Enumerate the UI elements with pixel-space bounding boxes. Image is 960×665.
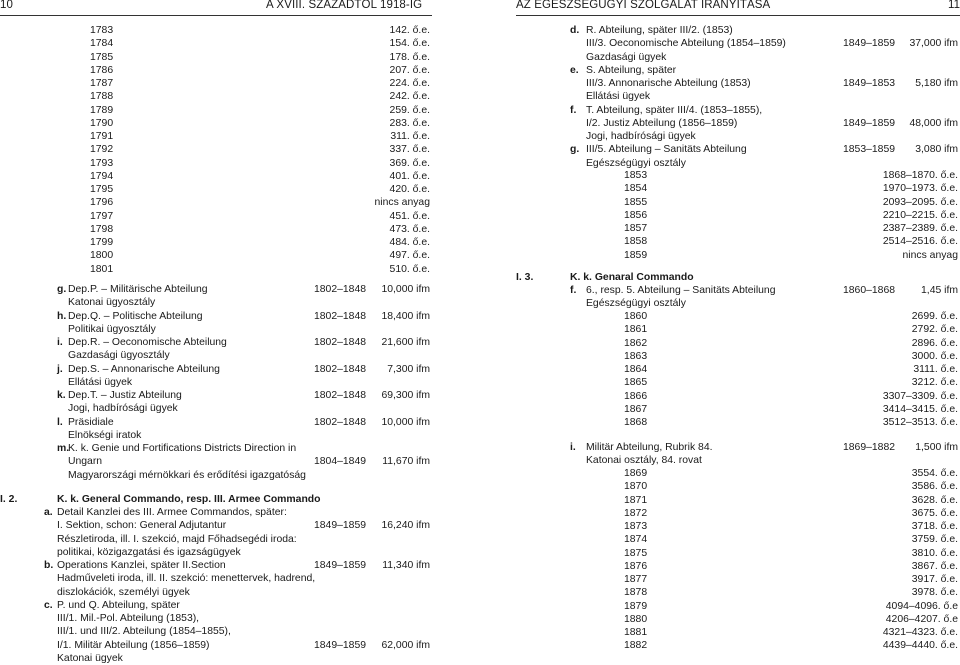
left-section-title: K. k. General Commando, resp. III. Armee Commando — [57, 494, 321, 505]
left-list-value: 451. ő.e. — [389, 210, 430, 222]
right-list-3-value: 4321–4323. ő.e. — [882, 627, 958, 638]
right-list-3-value: 3586. ő.e. — [911, 481, 958, 493]
right-entry-years: 1849–1853 — [843, 78, 896, 89]
right-entry-text: S. Abteilung, später — [586, 64, 677, 76]
right-entry-i-text: Militär Abteilung, Rubrik 84. — [586, 442, 713, 453]
left-list-value: 207. ő.e. — [389, 64, 430, 76]
right-list-1-year: 1853 — [624, 170, 648, 181]
left-list-year: 1795 — [90, 184, 114, 195]
right-list-2-year: 1861 — [624, 324, 648, 336]
left-entry-extent: 69,300 ifm — [381, 390, 430, 401]
right-list-2-year: 1868 — [624, 417, 648, 428]
right-list-3-value: 4439–4440. ő.e. — [882, 640, 958, 652]
left-list-value: nincs anyag — [374, 197, 430, 209]
left-entry-2-extent: 62,000 ifm — [381, 639, 430, 651]
left-entry-text: Elnökségi iratok — [68, 429, 142, 441]
left-entry-text: Gazdasági ügyosztály — [68, 350, 170, 362]
right-list-2-value: 3307–3309. ő.e. — [882, 390, 958, 402]
left-entry-extent: 18,400 ifm — [381, 310, 430, 322]
right-running-title: AZ EGÉSZSÉGÜGYI SZOLGÁLAT IRÁNYÍTÁSA — [516, 0, 771, 11]
left-entry-2-text: I. Sektion, schon: General Adjutantur — [57, 520, 227, 532]
right-list-3-year: 1871 — [624, 494, 648, 506]
left-list-value: 369. ő.e. — [389, 157, 430, 169]
right-list-2-year: 1863 — [624, 350, 648, 362]
right-list-1-value: 2210–2215. ő.e. — [882, 209, 958, 221]
right-list-3-year: 1874 — [624, 534, 648, 546]
left-entry-text: Magyarországi mérnökkari és erődítési igazgatóság — [68, 469, 306, 481]
left-list-year: 1799 — [90, 237, 114, 248]
left-entry-years: 1802–1848 — [314, 337, 367, 348]
left-entry-marker: j. — [57, 363, 63, 375]
left-list-value: 311. ő.e. — [390, 131, 430, 142]
left-entry-text: Dep.R. – Oeconomische Abteilung — [68, 337, 227, 348]
right-list-3-value: 3917. ő.e. — [911, 574, 958, 585]
right-entry-text: III/3. Annonarische Abteilung (1853) — [586, 78, 751, 89]
right-entry-marker: d. — [570, 25, 580, 36]
left-running-title: A XVIII. SZÁZADTÓL 1918-IG — [266, 0, 423, 11]
right-entry-text: Jogi, hadbírósági ügyek — [586, 131, 696, 142]
right-list-1-year: 1854 — [624, 183, 648, 195]
right-entry-extent: 37,000 ifm — [909, 38, 958, 50]
right-entry-text: I/2. Justiz Abteilung (1856–1859) — [586, 117, 738, 129]
right-list-1-year: 1855 — [624, 196, 648, 208]
right-list-3-value: 3675. ő.e. — [911, 507, 958, 519]
left-list-year: 1787 — [90, 78, 114, 89]
left-entry-marker: m. — [57, 443, 70, 454]
left-list-value: 337. ő.e. — [389, 144, 430, 156]
left-list-value: 259. ő.e. — [389, 104, 430, 116]
right-entry-years: 1849–1859 — [843, 117, 896, 129]
left-entry-extent: 21,600 ifm — [381, 337, 430, 348]
left-entry-2-years: 1849–1859 — [314, 639, 367, 651]
left-entry-2-extent: 16,240 ifm — [381, 520, 430, 532]
right-list-2-year: 1860 — [624, 311, 648, 322]
right-list-3-year: 1878 — [624, 587, 648, 599]
right-entry-f-marker: f. — [570, 285, 577, 296]
right-entry-i-text: Katonai osztály, 84. rovat — [586, 455, 702, 467]
left-entry-2-marker: a. — [44, 507, 53, 518]
right-list-3-value: 3810. ő.e. — [911, 547, 958, 559]
right-list-2-value: 3000. ő.e. — [911, 350, 958, 362]
left-entry-text: Dep.Q. – Politische Abteilung — [68, 310, 203, 322]
left-list-year: 1786 — [90, 64, 114, 76]
left-list-value: 484. ő.e. — [389, 237, 430, 248]
left-entry-2-marker: c. — [44, 599, 53, 611]
right-list-2-year: 1866 — [624, 390, 648, 402]
right-entry-text: Gazdasági ügyek — [586, 51, 667, 63]
left-entry-2-years: 1849–1859 — [314, 560, 367, 571]
left-entry-2-text: Katonai ügyek — [57, 652, 123, 664]
left-entry-2-text: politikai, közigazgatási és igazságügyek — [57, 546, 241, 558]
right-list-3-year: 1873 — [624, 521, 648, 532]
left-entry-extent: 10,000 ifm — [381, 416, 430, 428]
left-entry-marker: i. — [57, 337, 63, 348]
left-entry-text: Ellátási ügyek — [68, 376, 133, 388]
right-entry-i-years: 1869–1882 — [843, 442, 896, 453]
left-entry-marker: l. — [57, 416, 63, 428]
right-entry-f-years: 1860–1868 — [843, 285, 896, 296]
left-entry-text: Dep.S. – Annonarische Abteilung — [68, 363, 220, 375]
left-list-year: 1792 — [90, 144, 114, 156]
left-entry-marker: g. — [57, 284, 67, 295]
right-header-rule — [516, 15, 960, 16]
left-list-year: 1783 — [90, 25, 114, 36]
right-list-2-year: 1867 — [624, 403, 648, 415]
left-entry-text: K. k. Genie und Fortifications Districts Direction in — [68, 443, 297, 454]
right-entry-i-extent: 1,500 ifm — [915, 442, 958, 453]
right-list-2-value: 3512–3513. ő.e. — [882, 417, 958, 428]
left-list-value: 420. ő.e. — [389, 184, 430, 195]
right-entry-text: R. Abteilung, später III/2. (1853) — [586, 25, 733, 36]
right-entry-text: Egészségügyi osztály — [586, 157, 686, 169]
left-entry-2-marker: b. — [44, 560, 54, 571]
right-page-number: 11 — [948, 0, 960, 11]
left-entry-2-text: diszlokációk, személyi ügyek — [57, 586, 190, 598]
right-list-1-value: 1970–1973. ő.e. — [882, 183, 958, 195]
left-entry-marker: h. — [57, 310, 67, 322]
left-entry-text: Dep.T. – Justiz Abteilung — [68, 390, 182, 401]
right-entry-f-text: 6., resp. 5. Abteilung – Sanitäts Abteilung — [586, 285, 776, 296]
left-entry-2-extent: 11,340 ifm — [382, 560, 430, 571]
right-list-2-value: 2792. ő.e. — [911, 324, 958, 336]
right-list-1-year: 1858 — [624, 236, 648, 248]
left-page-number: 10 — [0, 0, 13, 11]
right-entry-i-marker: i. — [570, 442, 576, 453]
left-entry-2-text: Operations Kanzlei, später II.Section — [57, 560, 226, 571]
left-list-year: 1800 — [90, 250, 114, 262]
left-list-year: 1785 — [90, 51, 114, 63]
right-list-2-value: 3111. ő.e. — [913, 364, 958, 375]
left-entry-text: Ungarn — [68, 456, 103, 468]
right-list-2-value: 3212. ő.e. — [911, 377, 958, 389]
right-entry-text: III/5. Abteilung – Sanitäts Abteilung — [586, 144, 747, 156]
right-list-3-year: 1882 — [624, 640, 648, 652]
right-entry-extent: 3,080 ifm — [915, 144, 958, 156]
right-entry-marker: g. — [570, 144, 580, 156]
left-list-value: 401. ő.e. — [389, 170, 430, 182]
left-list-year: 1790 — [90, 117, 114, 129]
right-list-3-value: 4094–4096. ő.e — [885, 600, 958, 612]
left-list-year: 1789 — [90, 104, 114, 116]
right-list-1-value: nincs anyag — [902, 249, 958, 261]
right-list-1-year: 1856 — [624, 209, 648, 221]
left-entry-years: 1802–1848 — [314, 390, 367, 401]
right-list-3-value: 3867. ő.e. — [911, 560, 958, 572]
left-entry-2-text: Hadműveleti iroda, ill. II. szekció: menettervek, hadrend, — [57, 573, 316, 585]
right-list-3-year: 1872 — [624, 507, 648, 519]
right-list-1-value: 1868–1870. ő.e. — [882, 170, 958, 181]
right-entry-text: Ellátási ügyek — [586, 91, 651, 103]
right-list-1-value: 2093–2095. ő.e. — [882, 196, 958, 208]
right-list-3-year: 1875 — [624, 547, 648, 559]
right-entry-f-text: Egészségügyi osztály — [586, 298, 686, 310]
right-entry-f-extent: 1,45 ifm — [921, 285, 958, 296]
left-entry-text: Jogi, hadbírósági ügyek — [68, 403, 178, 415]
left-list-value: 178. ő.e. — [389, 51, 430, 63]
left-entry-2-text: Detail Kanzlei des III. Armee Commandos, später: — [57, 507, 287, 518]
right-list-3-value: 3554. ő.e. — [911, 468, 958, 479]
right-entry-text: T. Abteilung, später III/4. (1853–1855), — [586, 104, 763, 116]
left-list-year: 1797 — [90, 210, 114, 222]
right-list-2-value: 3414–3415. ő.e. — [882, 403, 958, 415]
right-entry-extent: 5,180 ifm — [915, 78, 958, 89]
right-list-1-value: 2387–2389. ő.e. — [882, 223, 958, 234]
right-list-3-value: 3718. ő.e. — [911, 521, 958, 532]
right-entry-text: III/3. Oeconomische Abteilung (1854–1859) — [586, 38, 786, 50]
right-entry-years: 1849–1859 — [843, 38, 896, 50]
right-list-2-value: 2699. ő.e. — [911, 311, 958, 322]
right-list-2-year: 1865 — [624, 377, 648, 389]
left-entry-years: 1802–1848 — [314, 363, 367, 375]
right-list-3-value: 3759. ő.e. — [911, 534, 958, 546]
right-list-3-year: 1881 — [624, 627, 648, 638]
left-section-number: I. 2. — [0, 494, 18, 505]
left-entry-2-years: 1849–1859 — [314, 520, 367, 532]
left-entry-2-text: P. und Q. Abteilung, später — [57, 599, 180, 611]
left-entry-text: Katonai ügyosztály — [68, 297, 156, 309]
left-entry-text: Dep.P. – Militärische Abteilung — [68, 284, 208, 295]
left-entry-years: 1802–1848 — [314, 284, 367, 295]
right-list-1-year: 1859 — [624, 249, 648, 261]
left-list-year: 1796 — [90, 197, 114, 209]
right-section-title: K. k. Genaral Commando — [570, 272, 694, 283]
left-list-year: 1798 — [90, 223, 114, 235]
right-list-2-value: 2896. ő.e. — [911, 337, 958, 349]
left-list-year: 1788 — [90, 91, 114, 103]
right-list-3-value: 4206–4207. ő.e — [885, 613, 958, 625]
right-list-3-value: 3628. ő.e. — [911, 494, 958, 506]
left-list-year: 1784 — [90, 38, 114, 50]
left-entry-2-text: III/1. Mil.-Pol. Abteilung (1853), — [57, 613, 200, 624]
right-list-3-year: 1879 — [624, 600, 648, 612]
left-entry-extent: 11,670 ifm — [382, 456, 430, 468]
left-list-value: 242. ő.e. — [389, 91, 430, 103]
left-entry-extent: 10,000 ifm — [381, 284, 430, 295]
right-entry-years: 1853–1859 — [843, 144, 896, 156]
right-list-3-year: 1870 — [624, 481, 648, 493]
right-section-number: I. 3. — [516, 272, 534, 283]
left-entry-2-text: I/1. Militär Abteilung (1856–1859) — [57, 639, 210, 651]
left-entry-extent: 7,300 ifm — [387, 363, 430, 375]
left-entry-years: 1804–1849 — [314, 456, 367, 468]
left-entry-marker: k. — [57, 390, 66, 401]
right-list-3-value: 3978. ő.e. — [911, 587, 958, 599]
right-list-1-year: 1857 — [624, 223, 648, 234]
right-entry-marker: e. — [570, 64, 579, 76]
left-header-rule — [0, 15, 432, 16]
right-list-2-year: 1864 — [624, 364, 648, 375]
left-list-year: 1791 — [90, 131, 114, 142]
right-list-3-year: 1869 — [624, 468, 648, 479]
right-list-3-year: 1876 — [624, 560, 648, 572]
left-list-value: 142. ő.e. — [389, 25, 430, 36]
left-entry-years: 1802–1848 — [314, 416, 367, 428]
right-list-3-year: 1877 — [624, 574, 648, 585]
right-entry-extent: 48,000 ifm — [909, 117, 958, 129]
left-entry-text: Politikai ügyosztály — [68, 323, 156, 335]
left-list-value: 224. ő.e. — [389, 78, 430, 89]
left-list-year: 1801 — [90, 263, 114, 275]
right-entry-marker: f. — [570, 104, 577, 116]
left-list-value: 473. ő.e. — [389, 223, 430, 235]
left-list-year: 1794 — [90, 170, 114, 182]
right-list-3-year: 1880 — [624, 613, 648, 625]
right-list-2-year: 1862 — [624, 337, 648, 349]
left-entry-2-text: III/1. und III/2. Abteilung (1854–1855), — [57, 626, 231, 638]
left-list-value: 154. ő.e. — [389, 38, 430, 50]
left-list-value: 283. ő.e. — [389, 117, 430, 129]
left-entry-text: Präsidiale — [68, 416, 114, 428]
left-list-value: 510. ő.e. — [389, 263, 430, 275]
left-entry-years: 1802–1848 — [314, 310, 367, 322]
left-entry-2-text: Részletiroda, ill. I. szekció, majd Főhadsegédi iroda: — [57, 533, 297, 545]
left-list-value: 497. ő.e. — [389, 250, 430, 262]
right-list-1-value: 2514–2516. ő.e. — [882, 236, 958, 248]
left-list-year: 1793 — [90, 157, 114, 169]
